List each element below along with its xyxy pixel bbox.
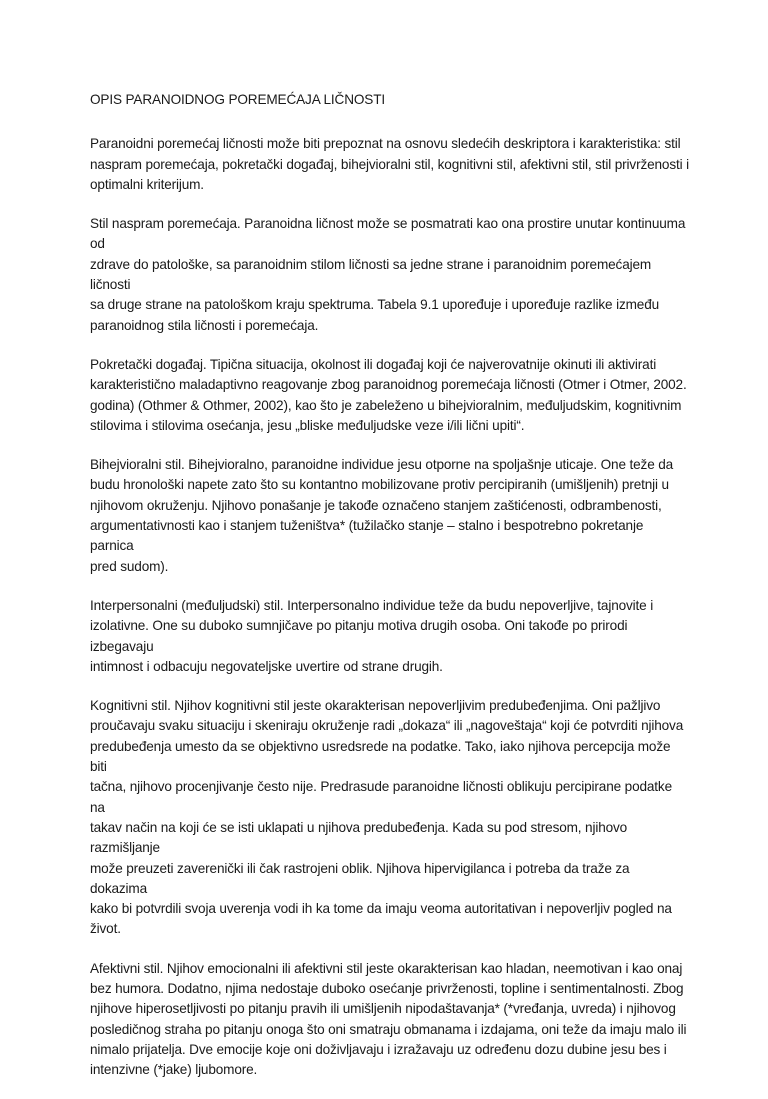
paragraph-triggering-event: Pokretački događaj. Tipična situacija, okolnost ili događaj koji će najverovatnije okinuti ili aktivirati karakteristično maladaptivno reagovanje zbog paranoidnog poremećaja ličnosti (Otmer i Otmer, 2002. godina) (Othmer & Othmer, 2002), kao što je zabeleženo u bihejvioralnim, međuljudskim, kognitivnim stilovima i stilovima osećanja, jesu „bliske međuljudske veze i/ili lični upiti“. <box>90 356 687 433</box>
document-title: OPIS PARANOIDNOG POREMEĆAJA LIČNOSTI <box>90 92 385 107</box>
paragraph-cognitive-style: Kognitivni stil. Njihov kognitivni stil jeste okarakterisan nepoverljivim predubeđenjima. Oni pažljivo proučavaju svaku situaciju i skeniraju okruženje radi „dokaza“ ili „nagoveštaja“ koji će potvrditi njihova predubeđenja umesto da se objektivno usredsrede na podatke. Tako, iako njihova percepcija može biti tačna, njihovo procenjivanje često nije. Predrasude paranoidne ličnosti oblikuju percipirane podatke na takav način na koji će se isti uklapati u njihova predubeđenja. Kada su pod stresom, njihovo razmišljanje može preuzeti zaverenički ili čak rastrojeni oblik. Njihova hipervigilanca i potreba da traže za dokazima kako bi potvrdili svoja uverenja vodi ih ka tome da imaju veoma autoritativan i nepoverljiv pogled na život. <box>90 698 684 937</box>
paragraph-behavioral-style: Bihejvioralni stil. Bihejvioralno, paranoidne individue jesu otporne na spoljašnje uticaje. One teže da budu hronološki napete zato što su kontantno mobilizovane protiv percipiranih (umišljenih) pretnji u njihovom okruženju. Njihovo ponašanje je takođe označeno stanjem zaštićenosti, odbrambenosti, argumentativnosti kao i stanjem tuženištva* (tužilačko stanje – stalno i bespotrebno pokretanje parnica pred sudom). <box>90 457 674 574</box>
paragraph-affective-style: Afektivni stil. Njihov emocionalni ili afektivni stil jeste okarakterisan kao hladan, neemotivan i kao onaj bez humora. Dodatno, njima nedostaje duboko osećanje privrženosti, topline i sentimentalnosti. Zbog njihove hiperosetljivosti po pitanju pravih ili umišljenih nipodaštavanja* (*vređanja, uvreda) i njihovog posledičnog straha po pitanju onoga što oni smatraju obmanama i izdajama, oni teže da imaju malo ili nimalo prijatelja. Dve emocije koje oni doživljavaju i izražavaju uz određenu dozu dubine jesu bes i intenzivne (*jake) ljubomore. <box>90 960 687 1078</box>
document-body <box>90 90 690 1099</box>
paragraph-style-vs-disorder: Stil naspram poremećaja. Paranoidna ličnost može se posmatrati kao ona prostire unutar kontinuuma od zdrave do patološke, sa paranoidnim stilom ličnosti sa jedne strane i paranoidnim poremećajem ličnosti sa druge strane na patološkom kraju spektruma. Tabela 9.1 upoređuje i upoređuje razlike između paranoidnog stila ličnosti i poremećaja. <box>90 216 686 333</box>
paragraph-intro: Paranoidni poremećaj ličnosti može biti prepoznat na osnovu sledećih deskriptora i karakteristika: stil naspram poremećaja, pokretački događaj, bihejvioralni stil, kognitivni stil, afektivni stil, stil privrženosti i optimalni kriterijum. <box>90 136 689 192</box>
paragraph-interpersonal-style: Interpersonalni (međuljudski) stil. Interpersonalno individue teže da budu nepoverljive, tajnovite i izolativne. One su duboko sumnjičave po pitanju motiva drugih osoba. Oni takođe po prirodi izbegavaju intimnost i odbacuju negovateljske uvertire od strane drugih. <box>90 597 654 674</box>
